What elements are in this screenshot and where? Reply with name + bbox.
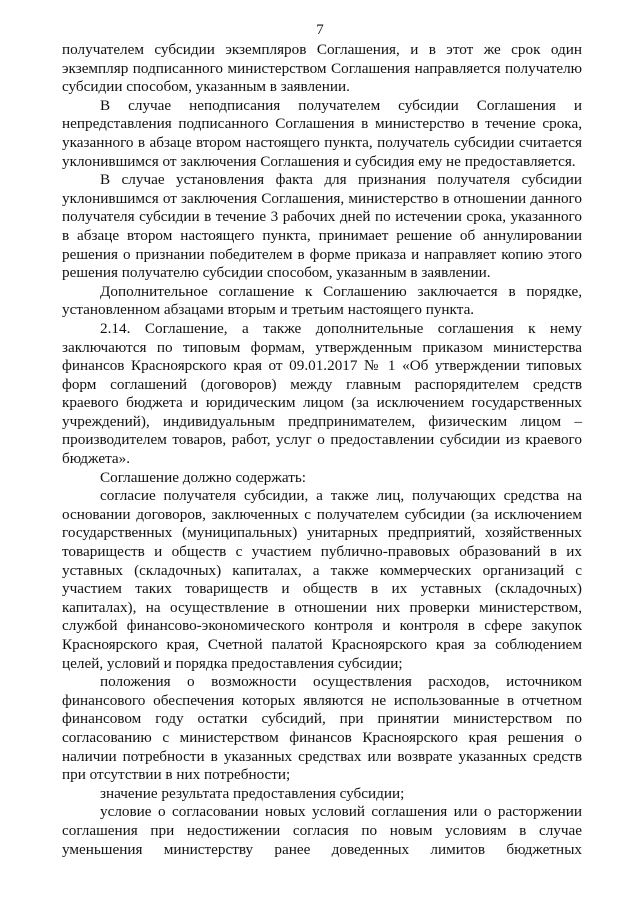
paragraph-3: В случае установления факта для признания получателя субсидии уклонившимся от заключения Соглашения, министерство в отношении данного получателя субсидии в течение 3 рабочих дней по истечении срока, указанного в абзаце втором настоящего пункта, принимает решение об аннулировании решения о признании победителем в форме приказа и направляет копию этого решения получателю субсидии способом, указанным в заявлении. [62, 171, 582, 282]
paragraph-1: получателем субсидии экземпляров Соглашения, и в этот же срок один экземпляр подписанного министерством Соглашения направляется получателю субсидии способом, указанным в заявлении. [62, 41, 582, 96]
paragraph-7: согласие получателя субсидии, а также лиц, получающих средства на основании договоров, заключенных с получателем субсидии (за исключением государственных (муниципальных) унитарных предприятий, хозяйственных товариществ и обществ с участием публично-правовых образований в их уставных (складочных) капиталах, а также коммерческих организаций с участием таких товариществ и обществ в их уставных (складочных) капиталах), на осуществление в отношении них проверки министерством, службой финансово-экономического контроля и контроля в сфере закупок Красноярского края, Счетной палатой Красноярского края за соблюдением целей, условий и порядка предоставления субсидии; [62, 487, 582, 672]
document-body [62, 41, 582, 859]
paragraph-2: В случае неподписания получателем субсидии Соглашения и непредставления подписанного Соглашения в министерство в течение срока, указанного в абзаце втором настоящего пункта, получатель субсидии считается уклонившимся от заключения Соглашения и субсидия ему не предоставляется. [62, 96, 582, 170]
paragraph-4: Дополнительное соглашение к Соглашению заключается в порядке, установленном абзацами вторым и третьим настоящего пункта. [62, 282, 582, 319]
paragraph-10: условие о согласовании новых условий соглашения или о расторжении соглашения при недостижении согласия по новым условиям в случае уменьшения министерству ранее доведенных лимитов бюджетных [62, 803, 582, 858]
paragraph-9: значение результата предоставления субсидии; [100, 784, 405, 802]
paragraph-8: положения о возможности осуществления расходов, источником финансового обеспечения которых являются не использованные в отчетном финансовом году остатки субсидий, при принятии министерством по согласованию с министерством финансов Красноярского края решения о наличии потребности в указанных средствах или возврате указанных средств при отсутствии в них потребности; [62, 673, 582, 784]
page-number: 7 [316, 22, 324, 38]
paragraph-5: 2.14. Соглашение, а также дополнительные соглашения к нему заключаются по типовым формам, утвержденным приказом министерства финансов Красноярского края от 09.01.2017 № 1 «Об утверждении типовых форм соглашений (договоров) между главным распорядителем средств краевого бюджета и юридическим лицом (за исключением государственных учреждений), индивидуальным предпринимателем, физическим лицом – производителем товаров, работ, услуг о предоставлении субсидии из краевого бюджета». [62, 319, 582, 468]
paragraph-6: Соглашение должно содержать: [100, 468, 307, 486]
